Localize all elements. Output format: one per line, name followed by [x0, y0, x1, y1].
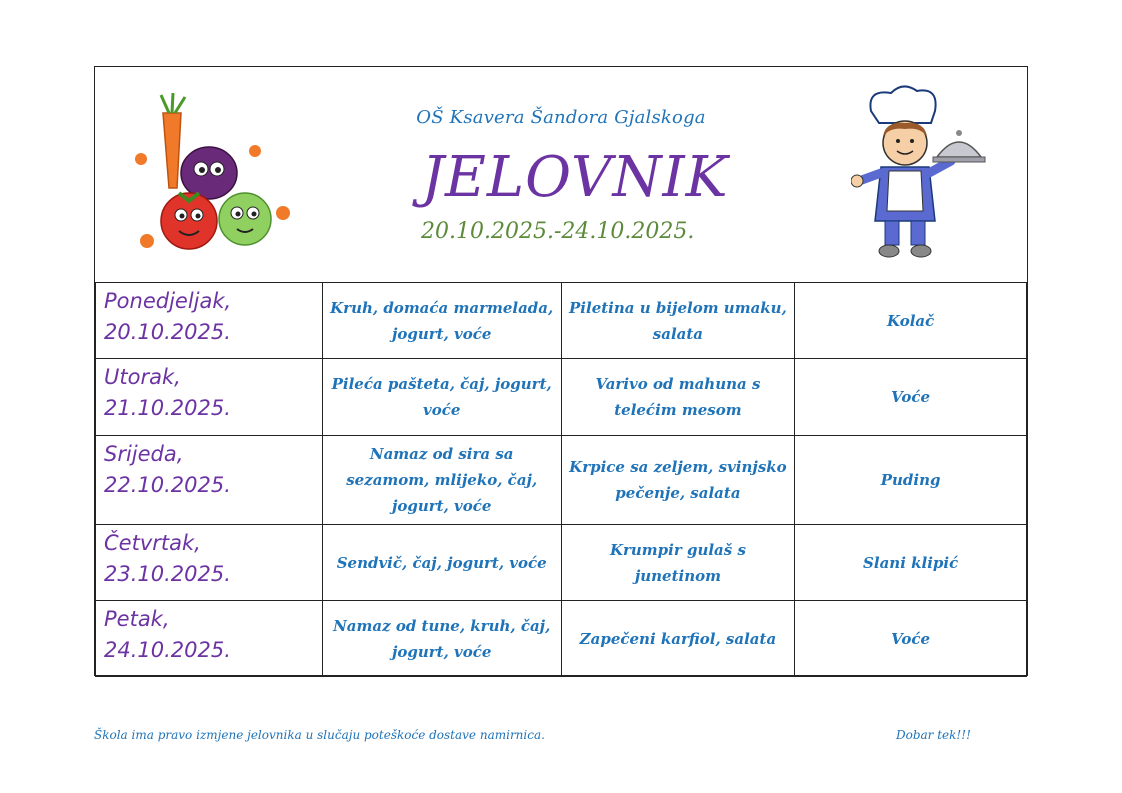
menu-header	[95, 67, 1027, 283]
day-date: 21.10.2025.	[104, 396, 231, 420]
snack-cell: Voće	[795, 601, 1027, 677]
breakfast-cell: Pileća pašteta, čaj, jogurt, voće	[322, 359, 561, 436]
table-row	[96, 359, 1027, 436]
snack-cell: Voće	[795, 359, 1027, 436]
chef-illustration	[851, 81, 991, 261]
day-name: Ponedjeljak,	[104, 289, 232, 313]
day-date: 24.10.2025.	[104, 638, 231, 662]
lunch-cell: Piletina u bijelom umaku, salata	[561, 283, 795, 359]
table-row	[96, 436, 1027, 525]
lunch-cell: Varivo od mahuna s telećim mesom	[561, 359, 795, 436]
menu-table	[95, 282, 1027, 677]
table-row	[96, 283, 1027, 359]
breakfast-cell: Namaz od tune, kruh, čaj, jogurt, voće	[322, 601, 561, 677]
day-name: Utorak,	[104, 365, 181, 389]
day-cell	[96, 601, 323, 677]
breakfast-cell: Kruh, domaća marmelada, jogurt, voće	[322, 283, 561, 359]
day-cell	[96, 359, 323, 436]
footer-note: Škola ima pravo izmjene jelovnika u slučaju poteškoće dostave namirnica.	[94, 728, 545, 742]
day-name: Srijeda,	[104, 442, 184, 466]
breakfast-cell: Namaz od sira sa sezamom, mlijeko, čaj, jogurt, voće	[322, 436, 561, 525]
school-name: OŠ Ksavera Šandora Gjalskoga	[416, 107, 706, 128]
table-row	[96, 525, 1027, 601]
day-name: Četvrtak,	[104, 531, 201, 555]
snack-cell: Puding	[795, 436, 1027, 525]
lunch-cell: Zapečeni karfiol, salata	[561, 601, 795, 677]
table-row	[96, 601, 1027, 677]
breakfast-cell: Sendvič, čaj, jogurt, voće	[322, 525, 561, 601]
day-cell	[96, 525, 323, 601]
day-date: 23.10.2025.	[104, 562, 231, 586]
day-cell	[96, 436, 323, 525]
page-title: JELOVNIK	[421, 145, 729, 210]
day-name: Petak,	[104, 607, 170, 631]
date-range: 20.10.2025.-24.10.2025.	[421, 219, 695, 244]
day-cell	[96, 283, 323, 359]
menu-sheet	[94, 66, 1028, 676]
snack-cell: Kolač	[795, 283, 1027, 359]
lunch-cell: Krumpir gulaš s junetinom	[561, 525, 795, 601]
footer-wish: Dobar tek!!!	[896, 728, 971, 742]
lunch-cell: Krpice sa zeljem, svinjsko pečenje, salata	[561, 436, 795, 525]
snack-cell: Slani klipić	[795, 525, 1027, 601]
day-date: 20.10.2025.	[104, 320, 231, 344]
day-date: 22.10.2025.	[104, 473, 231, 497]
